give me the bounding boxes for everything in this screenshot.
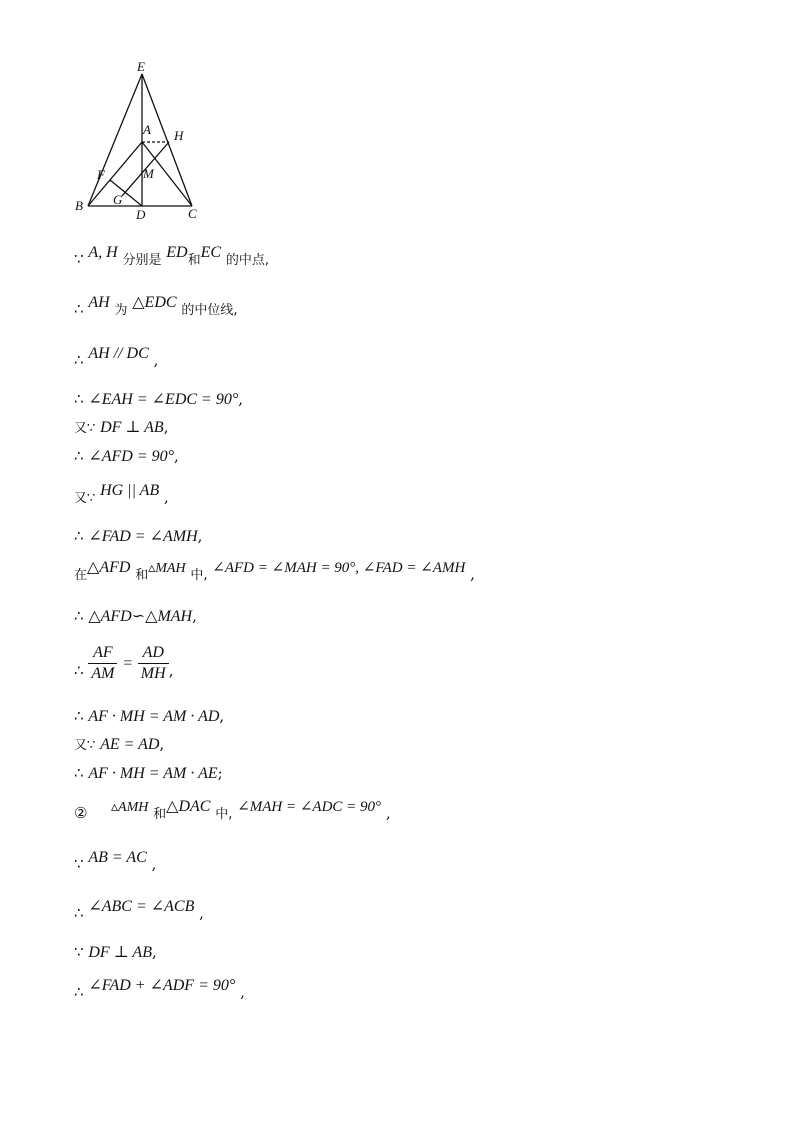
math-text: A, H: [88, 244, 118, 261]
math-text: ∠AFD = 90°: [88, 448, 175, 465]
proof-line-2: [74, 294, 238, 321]
proof-line-12: [74, 706, 224, 727]
proof-line-8: [74, 526, 202, 547]
math-text: DF ⊥ AB: [88, 944, 152, 961]
text: 的中点,: [225, 253, 269, 268]
proof-line-18: [74, 942, 157, 963]
proof-line-14: [74, 763, 223, 784]
label-G: G: [113, 192, 123, 207]
math-text: AE = AD: [100, 736, 160, 753]
math-text: DF ⊥ AB: [100, 419, 164, 436]
punctuation: ,: [199, 904, 204, 922]
punctuation: ,: [470, 565, 475, 583]
label-E: E: [137, 59, 145, 74]
segment-EB: [88, 74, 142, 206]
proof-line-11: [74, 644, 174, 691]
math-text: △AFD: [87, 559, 131, 576]
math-text: ∠MAH = ∠ADC = 90°: [237, 799, 382, 815]
triangle-diagram: [70, 58, 220, 228]
punctuation: ,: [238, 390, 244, 408]
proof-line-1: [74, 244, 269, 271]
therefore-symbol: ∴: [74, 707, 84, 725]
punctuation: ;: [217, 764, 223, 782]
math-text: ∠FAD = ∠AMH: [88, 528, 198, 545]
because-symbol: ∵: [74, 943, 84, 961]
label-F: F: [97, 167, 105, 182]
proof-line-4: [74, 389, 243, 410]
proof-line-6: [74, 446, 179, 467]
math-text: AH: [88, 294, 110, 311]
therefore-symbol: ∴: [74, 607, 84, 625]
therefore-symbol: ∴: [74, 661, 84, 680]
punctuation: ,: [385, 804, 391, 822]
math-text: AF · MH = AM · AE: [88, 765, 218, 782]
math-text: △EDC: [132, 294, 177, 311]
therefore-symbol: ∴: [74, 351, 84, 369]
label-H: H: [174, 128, 184, 143]
math-text: △DAC: [166, 798, 211, 815]
punctuation: ,: [151, 943, 157, 961]
because-symbol: ∵: [74, 250, 84, 268]
punctuation: ,: [151, 855, 157, 873]
math-text: AH // DC: [88, 345, 149, 362]
denominator: MH: [140, 665, 166, 682]
proof-line-15: [74, 798, 391, 825]
math-text: ▵MAH: [148, 561, 186, 576]
segment-EC: [142, 74, 192, 206]
punctuation: ,: [163, 418, 169, 436]
therefore-symbol: ∴: [74, 904, 84, 922]
punctuation: ,: [164, 488, 169, 506]
therefore-symbol: ∴: [74, 764, 84, 782]
proof-line-13: [74, 734, 164, 756]
punctuation: ,: [192, 607, 197, 625]
punctuation: ,: [168, 661, 174, 680]
math-text: ∠EAH = ∠EDC = 90°: [88, 391, 239, 408]
denominator: AM: [91, 665, 115, 682]
text: 和: [187, 253, 201, 268]
proof-line-7: [74, 482, 169, 509]
math-text: ∠FAD + ∠ADF = 90°: [88, 977, 236, 994]
therefore-symbol: ∴: [74, 983, 84, 1001]
punctuation: ,: [159, 735, 165, 753]
text: 在: [74, 568, 88, 583]
label-A: A: [143, 122, 151, 137]
math-text: EC: [200, 244, 222, 261]
punctuation: ,: [174, 447, 179, 465]
therefore-symbol: ∴: [74, 527, 84, 545]
punctuation: ,: [240, 983, 245, 1001]
because-symbol: ∵: [74, 855, 84, 873]
proof-line-17: [74, 898, 204, 924]
text: 又∵: [74, 491, 96, 506]
label-M: M: [143, 166, 154, 181]
equals-sign: =: [122, 654, 134, 672]
fraction-ad-mh: [138, 644, 169, 683]
punctuation: ,: [219, 707, 225, 725]
geometry-figure: [70, 58, 220, 228]
therefore-symbol: ∴: [74, 447, 84, 465]
proof-line-10: [74, 606, 197, 627]
proof-line-19: [74, 977, 245, 1003]
circled-number: ②: [74, 804, 88, 822]
text: 和: [153, 807, 167, 822]
text: 又∵: [74, 421, 96, 436]
numerator: AD: [138, 644, 169, 664]
math-text: ▵AMH: [111, 800, 149, 815]
math-text: ED: [166, 244, 188, 261]
text: 为: [114, 303, 128, 318]
label-D: D: [136, 207, 146, 222]
math-text: ∠AFD = ∠MAH = 90°, ∠FAD = ∠AMH: [212, 560, 466, 576]
math-text: ∠ABC = ∠ACB: [88, 898, 195, 915]
math-text: △AFD∽△MAH: [88, 608, 193, 625]
therefore-symbol: ∴: [74, 390, 84, 408]
label-C: C: [188, 206, 197, 221]
punctuation: ,: [197, 527, 203, 545]
math-text: AF · MH = AM · AD: [88, 708, 220, 725]
text: 又∵: [74, 738, 96, 753]
text: 中,: [190, 568, 208, 583]
text: 中,: [215, 807, 233, 822]
proof-line-16: [74, 849, 157, 875]
punctuation: ,: [153, 351, 159, 369]
label-B: B: [75, 198, 83, 213]
text: 的中位线,: [181, 303, 238, 318]
therefore-symbol: ∴: [74, 300, 84, 318]
numerator: AF: [88, 644, 117, 664]
math-text: AB = AC: [88, 849, 147, 866]
text: 分别是: [122, 253, 162, 268]
fraction-af-am: [88, 644, 117, 683]
math-text: HG || AB: [100, 482, 160, 499]
text: 和: [135, 568, 149, 583]
proof-line-3: [74, 345, 159, 371]
proof-line-5: [74, 417, 168, 439]
proof-line-9: [74, 559, 475, 586]
